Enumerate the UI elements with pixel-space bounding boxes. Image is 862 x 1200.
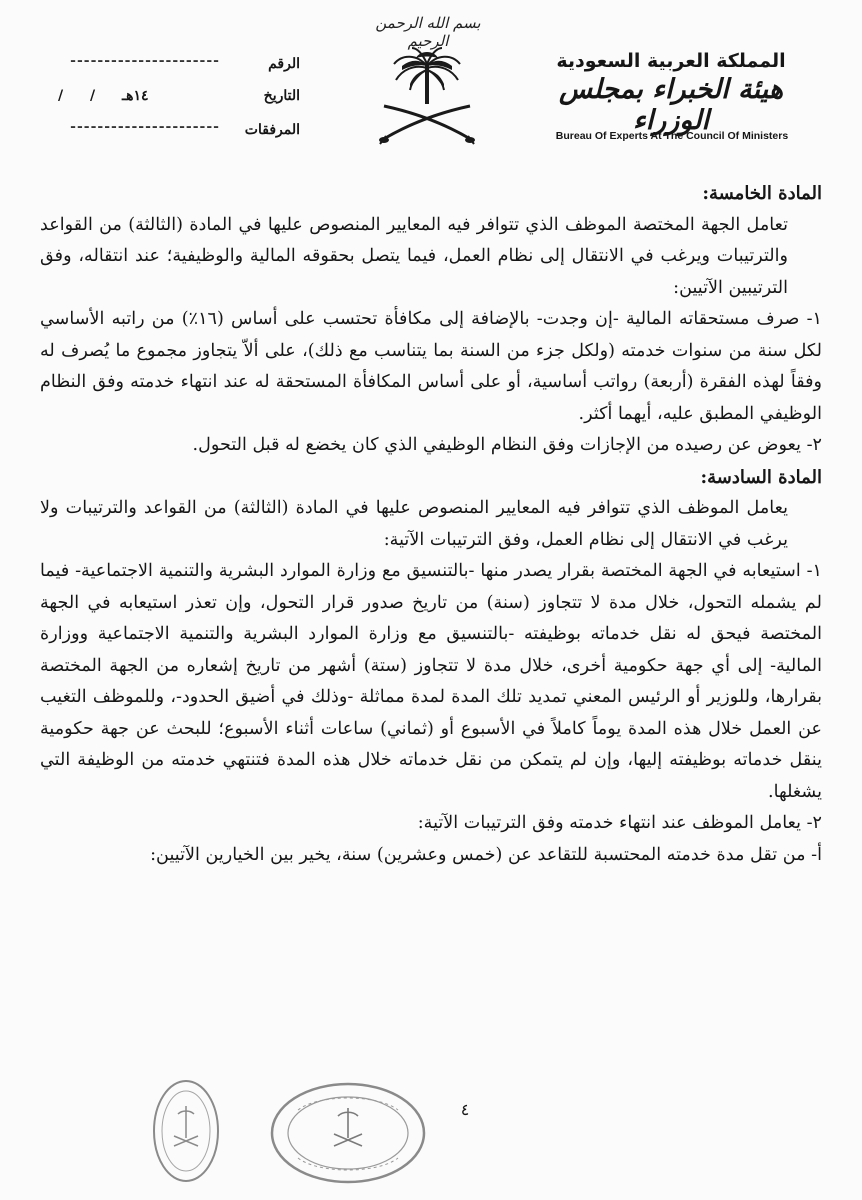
stamps-area: [0, 1072, 862, 1200]
attachments-dashes: ----------------------: [70, 119, 220, 135]
bureau-name-english: Bureau Of Experts At The Council Of Ministers: [555, 130, 789, 142]
article-5-item-2: ٢- يعوض عن رصيده من الإجازات وفق النظام الوظيفي الذي كان يخضع له قبل التحول.: [192, 435, 822, 455]
official-seal-icon: [268, 1080, 428, 1186]
page-number: ٤: [460, 1100, 470, 1119]
date-value: / / ١٤هـ: [58, 88, 149, 104]
number-row: [40, 53, 300, 80]
article-6-intro: يعامل الموظف الذي تتوافر فيه المعايير المنصوص عليها في المادة (الثالثة) من القواعد والترتيبات ولا يرغب في الانتقال إلى نظام العمل، وفق الترتيبات الآتية:: [40, 498, 788, 550]
date-row: [40, 88, 300, 112]
document-body: [40, 178, 822, 871]
article-5-heading: المادة الخامسة:: [702, 183, 822, 204]
oval-stamp-icon: [150, 1076, 222, 1186]
basmala: بسم الله الرحمن الرحيم: [375, 14, 481, 50]
article-6-heading: المادة السادسة:: [700, 466, 822, 488]
article-6-item-2: ٢- يعامل الموظف عند انتهاء خدمته وفق الترتيبات الآتية:: [417, 813, 822, 833]
attachments-label: المرفقات: [244, 122, 300, 138]
attachments-row: [40, 119, 300, 146]
article-6-subitem-a: أ- من تقل مدة خدمته المحتسبة للتقاعد عن (خمس وعشرين) سنة، يخير بين الخيارين الآتيين:: [150, 844, 822, 865]
number-label: الرقم: [268, 56, 300, 72]
letterhead: [0, 0, 862, 170]
bureau-name: هيئة الخبراء بمجلس الوزراء: [558, 74, 784, 136]
date-label: التاريخ: [263, 88, 300, 104]
article-5-item-1: ١- صرف مستحقاته المالية -إن وجدت- بالإضافة إلى مكافأة تحتسب على أساس (١٦٪) من راتبه الأساسي لكل سنة من سنوات خدمته (ولكل جزء من السنة بما يتناسب مع ذلك)، على ألاّ يتجاوز مجموع ما يُصرف له وفقاً لهذه الفقرة (أربعة) رواتب أساسية، أو على أساس المكافأة المستحقة له عند انتهاء خدمته وفق النظام الوظيفي المطبق عليه، أيهما أكثر.: [40, 309, 822, 424]
number-dashes: ----------------------: [70, 53, 220, 69]
saudi-emblem-icon: [372, 44, 482, 162]
kingdom-name: المملكة العربية السعودية: [556, 50, 786, 72]
organization-name: [546, 50, 796, 136]
article-6-item-1: ١- استيعابه في الجهة المختصة بقرار يصدر منها -بالتنسيق مع وزارة الموارد البشرية والتنمية الاجتماعية- فيما لم يشمله التحول، خلال مدة لا تتجاوز (سنة) من تاريخ صدور قرار التحول، وإن تعذر استيعابه في الجهة المختصة فيحق له نقل خدماته بوظيفته -بالتنسيق مع وزارة الموارد البشرية والتنمية الاجتماعية ووزارة المالية- إلى أي جهة حكومية أخرى، خلال مدة لا تتجاوز (ستة) أشهر من تاريخ إشعاره من الجهة المختصة بقرارها، وللوزير أو الرئيس المعني تمديد تلك المدة لمدة مماثلة -وذلك في أضيق الحدود-، وللموظف التغيب عن العمل خلال هذه المدة يوماً كاملاً في الأسبوع أو (ثماني) ساعات أثناء الأسبوع؛ للبحث عن جهة حكومية ينقل خدماته بوظيفته إليها، وإن لم يتمكن من نقل خدماته خلال هذه المدة فتنتهي خدمته من الوظيفة التي يشغلها.: [40, 561, 822, 802]
article-5-intro: تعامل الجهة المختصة الموظف الذي تتوافر فيه المعايير المنصوص عليها في المادة (الثالثة) من القواعد والترتيبات ويرغب في الانتقال إلى نظام العمل، فيما يتصل بحقوقه المالية والوظيفية؛ عند انتقاله، وفق الترتيبين الآتيين:: [40, 214, 788, 298]
